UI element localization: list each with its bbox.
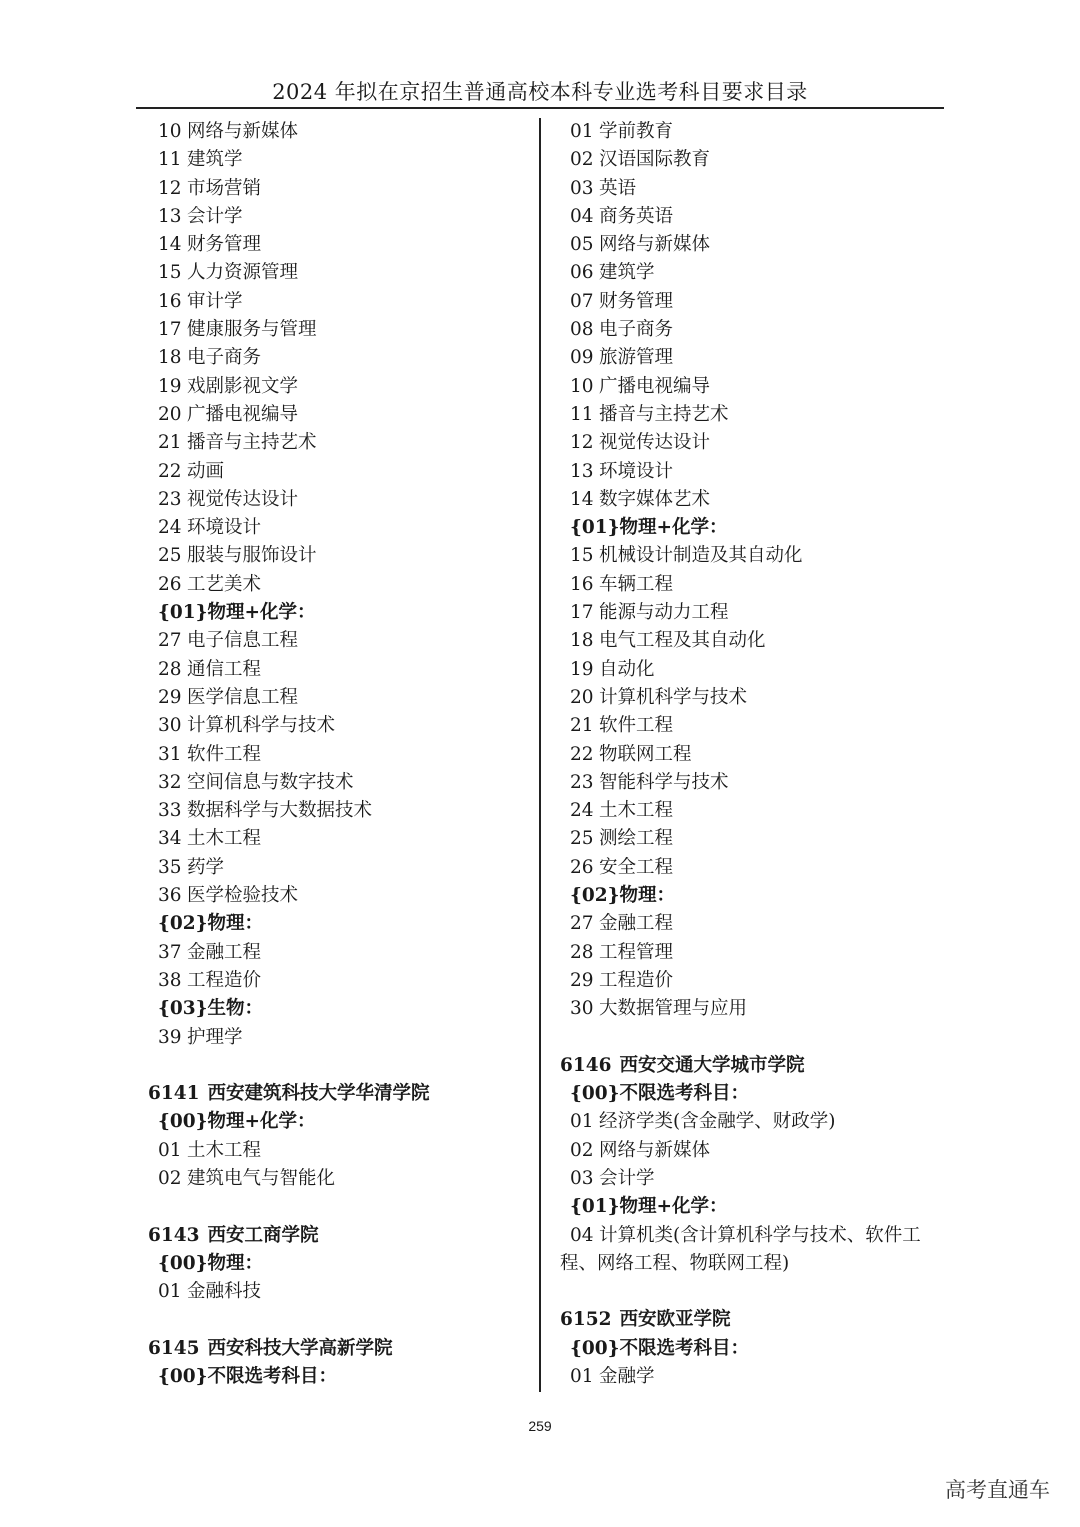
major-item [560, 231, 950, 259]
major-number: 33 [158, 800, 182, 822]
major-number: 05 [570, 234, 594, 256]
major-number: 01 [570, 1366, 594, 1388]
major-item [560, 486, 950, 514]
section-spacer [560, 1024, 950, 1052]
major-name: 车辆工程 [599, 573, 674, 595]
major-item [560, 854, 950, 882]
major-number: 02 [158, 1167, 182, 1189]
institution-name: 西安交通大学城市学院 [619, 1054, 805, 1076]
major-number: 25 [570, 828, 594, 850]
major-number: 19 [158, 375, 182, 397]
major-number: 26 [570, 856, 594, 878]
major-number: 23 [158, 488, 182, 510]
major-name: 智能科学与技术 [599, 771, 729, 793]
major-item [560, 910, 950, 938]
major-number: 27 [570, 913, 594, 935]
major-item [560, 259, 950, 287]
major-name: 会计学 [187, 205, 243, 227]
major-name: 护理学 [187, 1026, 243, 1048]
major-item [148, 288, 548, 316]
subject-group-heading: {02}物理： [158, 913, 264, 935]
subject-group-heading: {00}不限选考科目： [570, 1083, 750, 1105]
major-item [560, 712, 950, 740]
major-item [148, 401, 548, 429]
major-name: 工程造价 [187, 969, 262, 991]
major-number: 06 [570, 262, 594, 284]
major-item [148, 373, 548, 401]
major-item [560, 344, 950, 372]
major-number: 07 [570, 290, 594, 312]
major-item [560, 373, 950, 401]
major-name: 软件工程 [599, 715, 674, 737]
major-number: 14 [570, 488, 594, 510]
major-number: 14 [158, 234, 182, 256]
major-item [148, 175, 548, 203]
major-name: 动画 [187, 460, 225, 482]
major-number: 27 [158, 630, 182, 652]
major-number: 16 [570, 573, 594, 595]
major-item [148, 118, 548, 146]
major-item [560, 1108, 950, 1136]
major-item [560, 797, 950, 825]
major-number: 17 [570, 602, 594, 624]
major-number: 26 [158, 573, 182, 595]
major-item [560, 1222, 950, 1250]
major-item [560, 769, 950, 797]
major-name: 能源与动力工程 [599, 602, 729, 624]
subject-group-heading: {00}物理： [158, 1252, 264, 1274]
subject-group-heading: {01}物理+化学： [570, 1196, 728, 1218]
major-name: 金融学 [599, 1366, 655, 1388]
major-number: 03 [570, 177, 594, 199]
major-item [148, 1165, 548, 1193]
major-item [148, 769, 548, 797]
major-name: 医学信息工程 [187, 686, 299, 708]
major-number: 21 [570, 715, 594, 737]
major-name: 计算机科学与技术 [187, 715, 336, 737]
major-number: 30 [158, 715, 182, 737]
major-item [148, 712, 548, 740]
major-name: 建筑电气与智能化 [187, 1167, 336, 1189]
major-name: 服装与服饰设计 [187, 545, 317, 567]
major-name: 戏剧影视文学 [187, 375, 299, 397]
column-divider [539, 118, 541, 1392]
page-title: 2024 年拟在京招生普通高校本科专业选考科目要求目录 [272, 80, 808, 104]
major-name: 药学 [187, 856, 225, 878]
major-name: 广播电视编导 [187, 403, 299, 425]
institution-heading [148, 1080, 548, 1108]
major-item [560, 458, 950, 486]
institution-name: 西安工商学院 [207, 1224, 319, 1246]
major-item [560, 571, 950, 599]
major-item [560, 967, 950, 995]
major-number: 15 [570, 545, 594, 567]
major-name: 计算机科学与技术 [599, 686, 748, 708]
major-name: 工程造价 [599, 969, 674, 991]
subject-group-heading: {00}不限选考科目： [158, 1366, 338, 1388]
major-name: 机械设计制造及其自动化 [599, 545, 803, 567]
major-name: 土木工程 [187, 828, 262, 850]
major-number: 12 [570, 432, 594, 454]
subject-group-heading: {01}物理+化学： [158, 602, 316, 624]
major-number: 38 [158, 969, 182, 991]
major-item [560, 1363, 950, 1391]
major-number: 03 [570, 1167, 594, 1189]
major-item [148, 1024, 548, 1052]
major-item [148, 1137, 548, 1165]
institution-code: 6152 [560, 1309, 612, 1331]
major-name: 网络与新媒体 [599, 234, 711, 256]
major-item [148, 939, 548, 967]
major-number: 18 [570, 630, 594, 652]
watermark: 高考直通车 [945, 1478, 1050, 1502]
institution-code: 6146 [560, 1054, 612, 1076]
major-name: 土木工程 [599, 800, 674, 822]
page-number: 259 [528, 1418, 552, 1434]
major-number: 01 [158, 1281, 182, 1303]
major-name: 播音与主持艺术 [599, 403, 729, 425]
major-name: 汉语国际教育 [599, 149, 711, 171]
major-number: 28 [158, 658, 182, 680]
major-number: 22 [158, 460, 182, 482]
major-item [148, 203, 548, 231]
major-number: 10 [158, 121, 182, 142]
institution-heading [560, 1306, 950, 1334]
major-name: 环境设计 [599, 460, 674, 482]
major-item [148, 741, 548, 769]
section-spacer [148, 1306, 548, 1334]
major-number: 01 [158, 1139, 182, 1161]
major-item [560, 175, 950, 203]
major-item [148, 542, 548, 570]
major-name: 空间信息与数字技术 [187, 771, 354, 793]
major-name: 播音与主持艺术 [187, 432, 317, 454]
major-name: 数字媒体艺术 [599, 488, 711, 510]
major-name: 软件工程 [187, 743, 262, 765]
major-number: 16 [158, 290, 182, 312]
major-item [560, 995, 950, 1023]
major-number: 31 [158, 743, 182, 765]
major-name: 建筑学 [187, 149, 243, 171]
title-divider [136, 107, 944, 109]
major-name: 经济学类(含金融学、财政学) [599, 1111, 836, 1133]
major-name: 旅游管理 [599, 347, 674, 369]
major-item [148, 684, 548, 712]
major-item [560, 627, 950, 655]
major-name: 人力资源管理 [187, 262, 299, 284]
major-name: 金融工程 [599, 913, 674, 935]
major-number: 20 [570, 686, 594, 708]
major-number: 24 [158, 517, 182, 539]
subject-group-heading: {00}物理+化学： [158, 1111, 316, 1133]
major-number: 21 [158, 432, 182, 454]
major-number: 18 [158, 347, 182, 369]
major-item [560, 203, 950, 231]
major-number: 11 [158, 149, 182, 171]
section-spacer [148, 1193, 548, 1221]
major-name: 网络与新媒体 [599, 1139, 711, 1161]
major-name: 计算机类(含计算机科学与技术、软件工 [599, 1224, 921, 1246]
subject-group-heading: {02}物理： [570, 885, 676, 907]
major-item [148, 344, 548, 372]
major-item [560, 288, 950, 316]
major-item [560, 825, 950, 853]
major-item [148, 514, 548, 542]
major-name: 视觉传达设计 [187, 488, 299, 510]
major-name: 健康服务与管理 [187, 319, 317, 341]
subject-group-heading: {01}物理+化学： [570, 517, 728, 539]
major-item [148, 316, 548, 344]
major-item [560, 684, 950, 712]
major-number: 12 [158, 177, 182, 199]
major-number: 30 [570, 998, 594, 1020]
major-item [148, 571, 548, 599]
major-name: 审计学 [187, 290, 243, 312]
major-item [148, 259, 548, 287]
major-item [560, 1137, 950, 1165]
major-number: 01 [570, 1111, 594, 1133]
major-item [560, 542, 950, 570]
major-number: 34 [158, 828, 182, 850]
major-name: 英语 [599, 177, 637, 199]
major-name: 学前教育 [599, 121, 674, 142]
major-name-continuation: 程、网络工程、物联网工程) [560, 1252, 790, 1274]
major-name: 财务管理 [187, 234, 262, 256]
institution-name: 西安科技大学高新学院 [207, 1337, 393, 1359]
major-name: 金融科技 [187, 1281, 262, 1303]
major-name: 数据科学与大数据技术 [187, 800, 373, 822]
major-number: 24 [570, 800, 594, 822]
major-item [148, 458, 548, 486]
major-number: 32 [158, 771, 182, 793]
major-item [560, 146, 950, 174]
major-item [148, 486, 548, 514]
right-column [560, 118, 950, 1391]
major-name: 电子商务 [599, 319, 674, 341]
major-name: 工程管理 [599, 941, 674, 963]
major-number: 13 [158, 205, 182, 227]
major-name: 商务英语 [599, 205, 674, 227]
major-name: 财务管理 [599, 290, 674, 312]
major-name: 土木工程 [187, 1139, 262, 1161]
major-name: 自动化 [599, 658, 655, 680]
major-number: 35 [158, 856, 182, 878]
major-name: 环境设计 [187, 517, 262, 539]
major-number: 37 [158, 941, 182, 963]
major-name: 视觉传达设计 [599, 432, 711, 454]
major-item [148, 825, 548, 853]
major-item [560, 656, 950, 684]
institution-name: 西安欧亚学院 [619, 1309, 731, 1331]
major-number: 15 [158, 262, 182, 284]
major-name: 网络与新媒体 [187, 121, 299, 142]
major-item [560, 401, 950, 429]
left-column [148, 118, 548, 1391]
major-number: 29 [570, 969, 594, 991]
major-number: 25 [158, 545, 182, 567]
major-item [148, 967, 548, 995]
major-number: 09 [570, 347, 594, 369]
institution-code: 6145 [148, 1337, 200, 1359]
major-item [560, 316, 950, 344]
major-item [560, 429, 950, 457]
major-name: 物联网工程 [599, 743, 692, 765]
major-item [148, 854, 548, 882]
major-name: 建筑学 [599, 262, 655, 284]
institution-code: 6143 [148, 1224, 200, 1246]
major-name: 大数据管理与应用 [599, 998, 748, 1020]
major-number: 23 [570, 771, 594, 793]
major-number: 01 [570, 121, 594, 142]
section-spacer [560, 1278, 950, 1306]
major-number: 20 [158, 403, 182, 425]
major-name: 工艺美术 [187, 573, 262, 595]
major-item [148, 231, 548, 259]
major-name: 广播电视编导 [599, 375, 711, 397]
major-number: 22 [570, 743, 594, 765]
major-name: 电气工程及其自动化 [599, 630, 766, 652]
major-number: 36 [158, 885, 182, 907]
major-number: 10 [570, 375, 594, 397]
major-name: 医学检验技术 [187, 885, 299, 907]
major-item [560, 118, 950, 146]
major-number: 39 [158, 1026, 182, 1048]
major-number: 28 [570, 941, 594, 963]
major-item [148, 1278, 548, 1306]
major-item [560, 1165, 950, 1193]
major-name: 金融工程 [187, 941, 262, 963]
major-number: 04 [570, 205, 594, 227]
major-name: 测绘工程 [599, 828, 674, 850]
major-item [148, 882, 548, 910]
major-number: 02 [570, 149, 594, 171]
major-number: 13 [570, 460, 594, 482]
institution-code: 6141 [148, 1083, 200, 1105]
major-number: 04 [570, 1224, 594, 1246]
major-item [148, 797, 548, 825]
institution-heading [148, 1335, 548, 1363]
major-item [148, 429, 548, 457]
major-name: 安全工程 [599, 856, 674, 878]
major-item [560, 741, 950, 769]
subject-group-heading: {00}不限选考科目： [570, 1337, 750, 1359]
subject-group-heading: {03}生物： [158, 998, 264, 1020]
major-number: 29 [158, 686, 182, 708]
major-name: 电子商务 [187, 347, 262, 369]
institution-heading [148, 1222, 548, 1250]
major-name: 会计学 [599, 1167, 655, 1189]
institution-heading [560, 1052, 950, 1080]
major-item [560, 939, 950, 967]
major-number: 11 [570, 403, 594, 425]
major-item [560, 599, 950, 627]
institution-name: 西安建筑科技大学华清学院 [207, 1083, 430, 1105]
major-number: 17 [158, 319, 182, 341]
major-item [148, 146, 548, 174]
major-number: 19 [570, 658, 594, 680]
major-item [148, 627, 548, 655]
major-number: 02 [570, 1139, 594, 1161]
major-name: 电子信息工程 [187, 630, 299, 652]
major-item [148, 656, 548, 684]
major-name: 通信工程 [187, 658, 262, 680]
major-name: 市场营销 [187, 177, 262, 199]
section-spacer [148, 1052, 548, 1080]
major-number: 08 [570, 319, 594, 341]
